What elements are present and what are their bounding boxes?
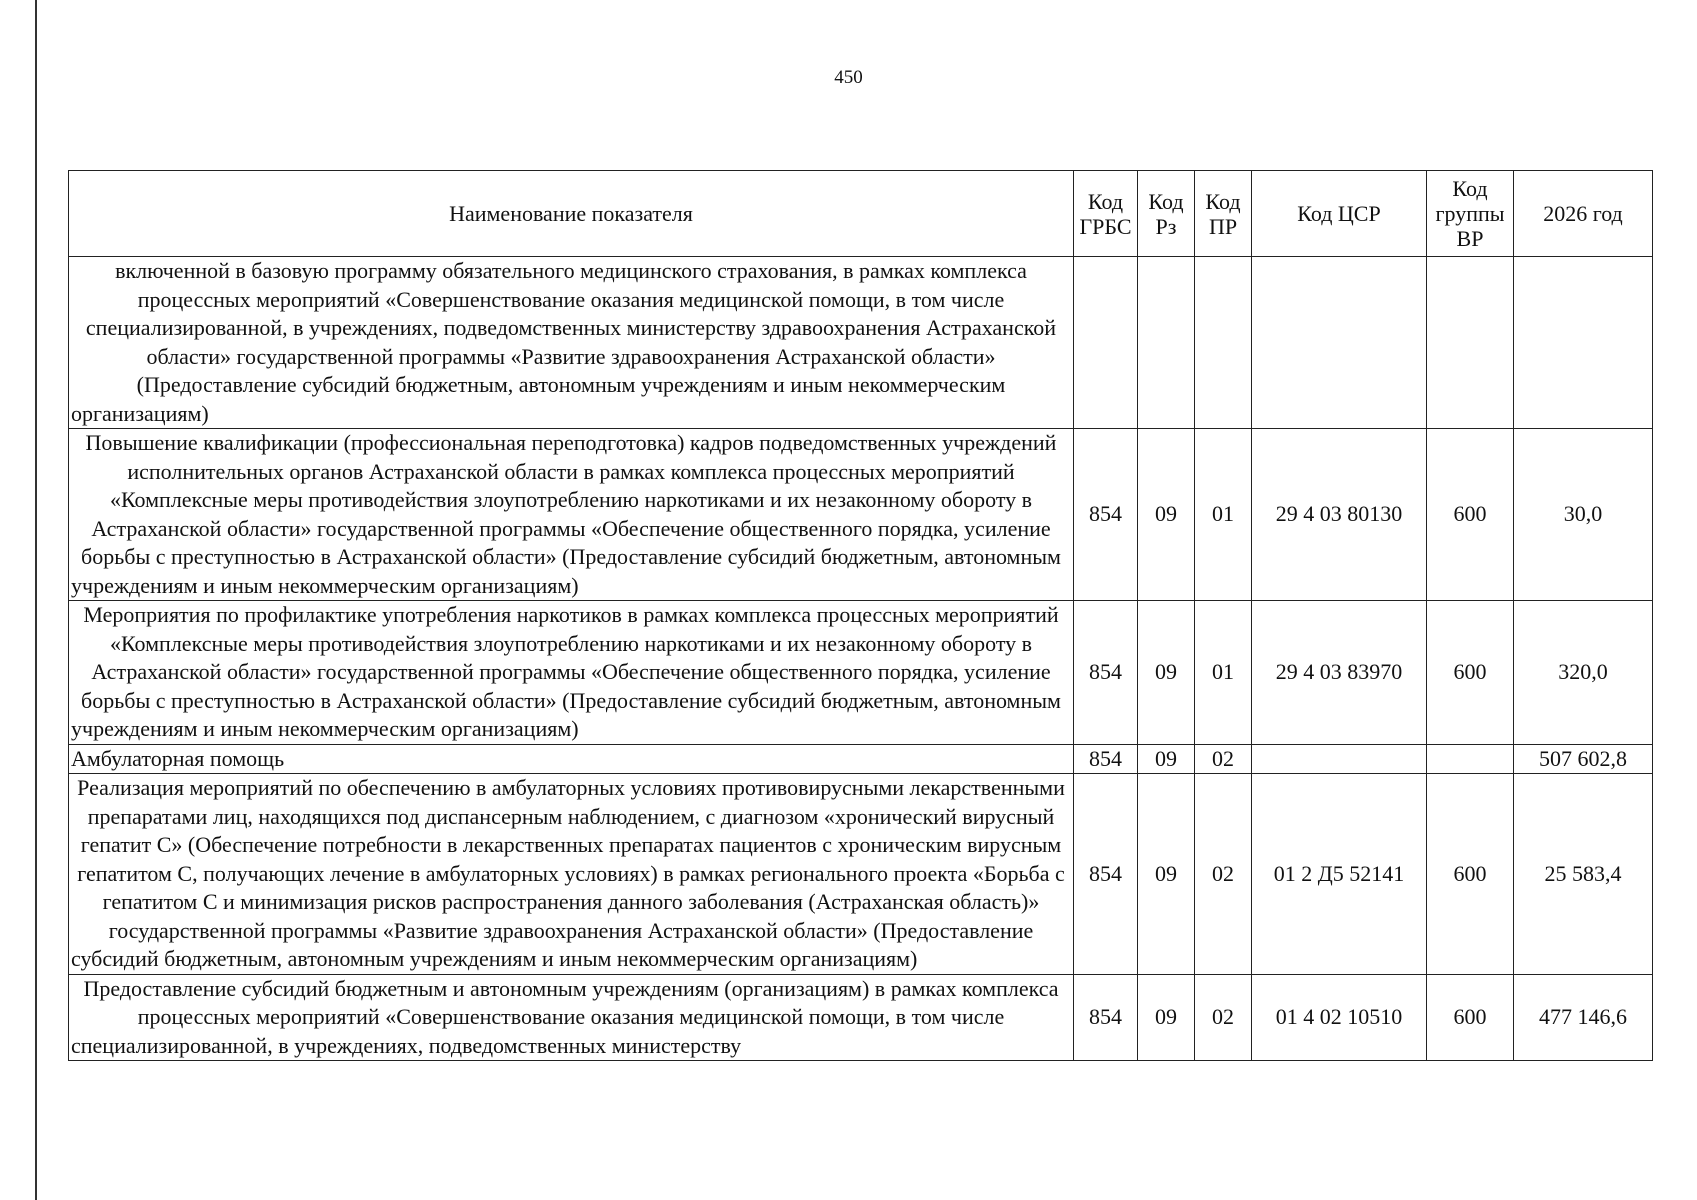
row-vr: 600 bbox=[1427, 774, 1514, 975]
row-csr: 01 4 02 10510 bbox=[1252, 974, 1427, 1061]
row-csr: 29 4 03 80130 bbox=[1252, 429, 1427, 601]
row-grbs: 854 bbox=[1074, 974, 1138, 1061]
table-row bbox=[69, 601, 1653, 745]
table-row bbox=[69, 774, 1653, 975]
row-rz bbox=[1138, 257, 1195, 429]
row-amount: 25 583,4 bbox=[1514, 774, 1653, 975]
budget-table bbox=[68, 170, 1653, 1061]
row-rz: 09 bbox=[1138, 601, 1195, 745]
row-grbs: 854 bbox=[1074, 774, 1138, 975]
row-rz: 09 bbox=[1138, 974, 1195, 1061]
row-vr: 600 bbox=[1427, 974, 1514, 1061]
row-name: Реализация мероприятий по обеспечению в амбулаторных условиях противовирусными лекарственными препаратами лиц, находящихся под диспансерным наблюдением, с диагнозом «хронический вирусный гепатит С» (Обеспечение потребности в лекарственных препаратах пациентов с хроническим вирусным гепатитом С, получающих лечение в амбулаторных условиях) в рамках регионального проекта «Борьба с гепатитом С и минимизация рисков распространения данного заболевания (Астраханская область)» государственной программы «Развитие здравоохранения Астраханской области» (Предоставление субсидий бюджетным, автономным учреждениям и иным некоммерческим организациям) bbox=[69, 774, 1074, 975]
row-name: Повышение квалификации (профессиональная переподготовка) кадров подведомственных учреждений исполнительных органов Астраханской области в рамках комплекса процессных мероприятий «Комплексные меры противодействия злоупотреблению наркотиками и их незаконному обороту в Астраханской области» государственной программы «Обеспечение общественного порядка, усиление борьбы с преступностью в Астраханской области» (Предоставление субсидий бюджетным, автономным учреждениям и иным некоммерческим организациям) bbox=[69, 429, 1074, 601]
table-row bbox=[69, 744, 1653, 774]
row-rz: 09 bbox=[1138, 744, 1195, 774]
binding-margin-line bbox=[35, 0, 37, 1200]
row-name: включенной в базовую программу обязательного медицинского страхования, в рамках комплекса процессных мероприятий «Совершенствование оказания медицинской помощи, в том числе специализированной, в учреждениях, подведомственных министерству здравоохранения Астраханской области» государственной программы «Развитие здравоохранения Астраханской области» (Предоставление субсидий бюджетным, автономным учреждениям и иным некоммерческим организациям) bbox=[69, 257, 1074, 429]
row-csr: 29 4 03 83970 bbox=[1252, 601, 1427, 745]
row-grbs: 854 bbox=[1074, 601, 1138, 745]
page-number: 450 bbox=[834, 67, 863, 88]
row-amount: 320,0 bbox=[1514, 601, 1653, 745]
row-name: Предоставление субсидий бюджетным и автономным учреждениям (организациям) в рамках комплекса процессных мероприятий «Совершенствование оказания медицинской помощи, в том числе специализированной, в учреждениях, подведомственных министерству bbox=[69, 974, 1074, 1061]
row-amount bbox=[1514, 257, 1653, 429]
header-name: Наименование показателя bbox=[69, 171, 1074, 257]
row-amount: 30,0 bbox=[1514, 429, 1653, 601]
row-csr bbox=[1252, 744, 1427, 774]
table-row bbox=[69, 429, 1653, 601]
row-pr: 01 bbox=[1195, 601, 1252, 745]
row-vr bbox=[1427, 744, 1514, 774]
row-rz: 09 bbox=[1138, 429, 1195, 601]
row-pr: 01 bbox=[1195, 429, 1252, 601]
header-csr: Код ЦСР bbox=[1252, 171, 1427, 257]
header-vr: Код группы ВР bbox=[1427, 171, 1514, 257]
row-pr: 02 bbox=[1195, 774, 1252, 975]
row-name: Мероприятия по профилактике употребления наркотиков в рамках комплекса процессных мероприятий «Комплексные меры противодействия злоупотреблению наркотиками и их незаконному обороту в Астраханской области» государственной программы «Обеспечение общественного порядка, усиление борьбы с преступностью в Астраханской области» (Предоставление субсидий бюджетным, автономным учреждениям и иным некоммерческим организациям) bbox=[69, 601, 1074, 745]
header-grbs: Код ГРБС bbox=[1074, 171, 1138, 257]
header-rz: Код Рз bbox=[1138, 171, 1195, 257]
row-grbs: 854 bbox=[1074, 429, 1138, 601]
row-rz: 09 bbox=[1138, 774, 1195, 975]
row-vr: 600 bbox=[1427, 601, 1514, 745]
row-pr bbox=[1195, 257, 1252, 429]
row-name: Амбулаторная помощь bbox=[69, 744, 1074, 774]
row-pr: 02 bbox=[1195, 744, 1252, 774]
row-grbs bbox=[1074, 257, 1138, 429]
row-pr: 02 bbox=[1195, 974, 1252, 1061]
header-year: 2026 год bbox=[1514, 171, 1653, 257]
table-header-row bbox=[69, 171, 1653, 257]
row-csr: 01 2 Д5 52141 bbox=[1252, 774, 1427, 975]
table-row bbox=[69, 257, 1653, 429]
table-row bbox=[69, 974, 1653, 1061]
header-pr: Код ПР bbox=[1195, 171, 1252, 257]
row-vr bbox=[1427, 257, 1514, 429]
row-vr: 600 bbox=[1427, 429, 1514, 601]
row-csr bbox=[1252, 257, 1427, 429]
row-amount: 477 146,6 bbox=[1514, 974, 1653, 1061]
row-amount: 507 602,8 bbox=[1514, 744, 1653, 774]
row-grbs: 854 bbox=[1074, 744, 1138, 774]
